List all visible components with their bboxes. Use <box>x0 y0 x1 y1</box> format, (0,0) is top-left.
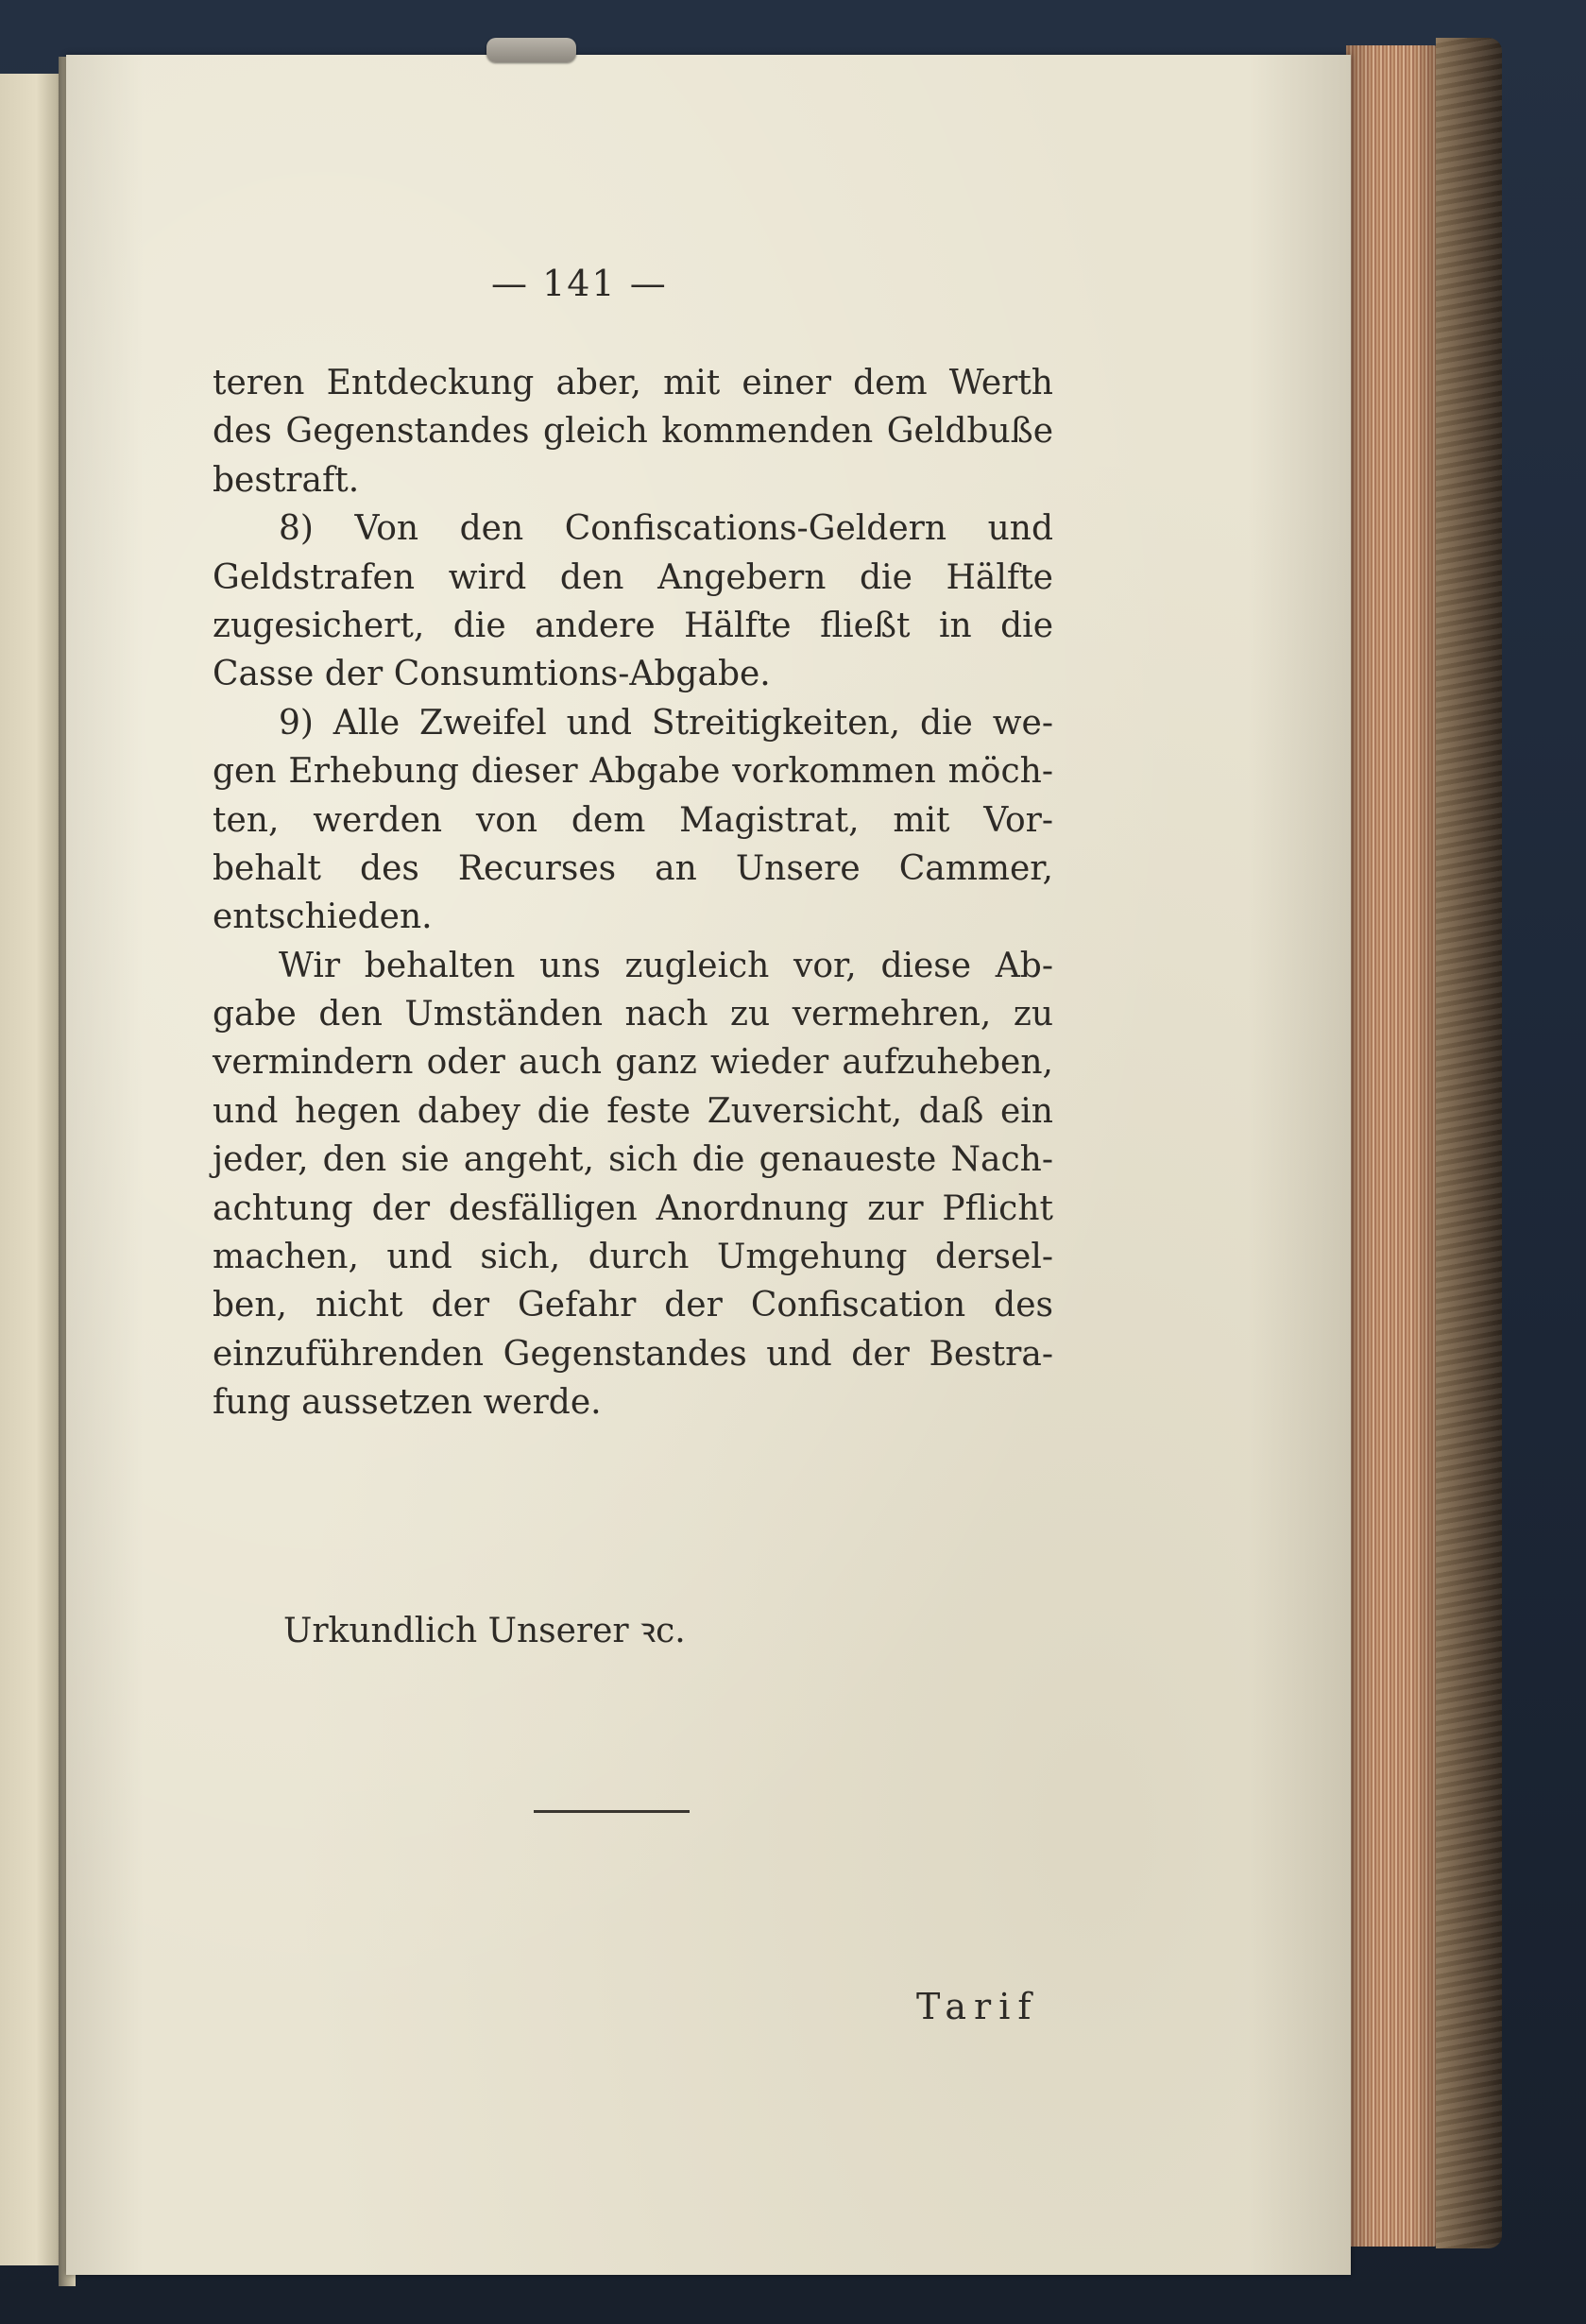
text-line: achtung der desfälligen Anordnung zur Pflicht <box>213 1188 1053 1228</box>
text-line: ten, werden von dem Magistrat, mit Vor- <box>213 800 1053 840</box>
text-line: Casse der Consumtions-Abgabe. <box>213 655 771 694</box>
text-line: Geldstrafen wird den Angebern die Hälfte <box>213 557 1053 597</box>
catchword: Tarif <box>916 1986 1039 2027</box>
text-line: gen Erhebung dieser Abgabe vorkommen möch- <box>213 752 1053 792</box>
book-cover-texture <box>1436 38 1502 2248</box>
text-line: des Gegenstandes gleich kommenden Geldbuße <box>213 412 1053 452</box>
text-line: gabe den Umständen nach zu vermehren, zu <box>213 995 1053 1034</box>
text-line: vermindern oder auch ganz wieder aufzuheben, <box>213 1043 1053 1083</box>
section-rule <box>534 1810 690 1813</box>
text-line: entschieden. <box>213 897 433 937</box>
closing-formula: Urkundlich Unserer ꝛc. <box>283 1612 686 1650</box>
text-line: bestraft. <box>213 460 360 500</box>
text-line: Wir behalten uns zugleich vor, diese Ab- <box>279 946 1053 985</box>
previous-page-edge <box>0 74 66 2265</box>
text-line: einzuführenden Gegenstandes und der Bestra- <box>213 1334 1053 1374</box>
text-line: teren Entdeckung aber, mit einer dem Werth <box>213 364 1053 402</box>
text-line: 9) Alle Zweifel und Streitigkeiten, die we- <box>279 703 1053 743</box>
text-line: fung aussetzen werde. <box>213 1383 602 1423</box>
page-number: — 141 — <box>491 263 668 304</box>
text-line: zugesichert, die andere Hälfte fließt in die <box>213 606 1053 645</box>
body-text <box>213 359 1053 1427</box>
page-block-shade <box>1346 45 1441 2247</box>
text-line: und hegen dabey die feste Zuversicht, daß ein <box>213 1091 1053 1131</box>
text-line: ben, nicht der Gefahr der Confiscation des <box>213 1286 1053 1325</box>
text-line: behalt des Recurses an Unsere Cammer, <box>213 848 1053 888</box>
text-line: jeder, den sie angeht, sich die genaueste Nach- <box>213 1140 1053 1180</box>
page-clip <box>486 38 576 62</box>
text-line: 8) Von den Confiscations-Geldern und <box>279 509 1053 549</box>
text-line: machen, und sich, durch Umgehung dersel- <box>213 1238 1053 1277</box>
